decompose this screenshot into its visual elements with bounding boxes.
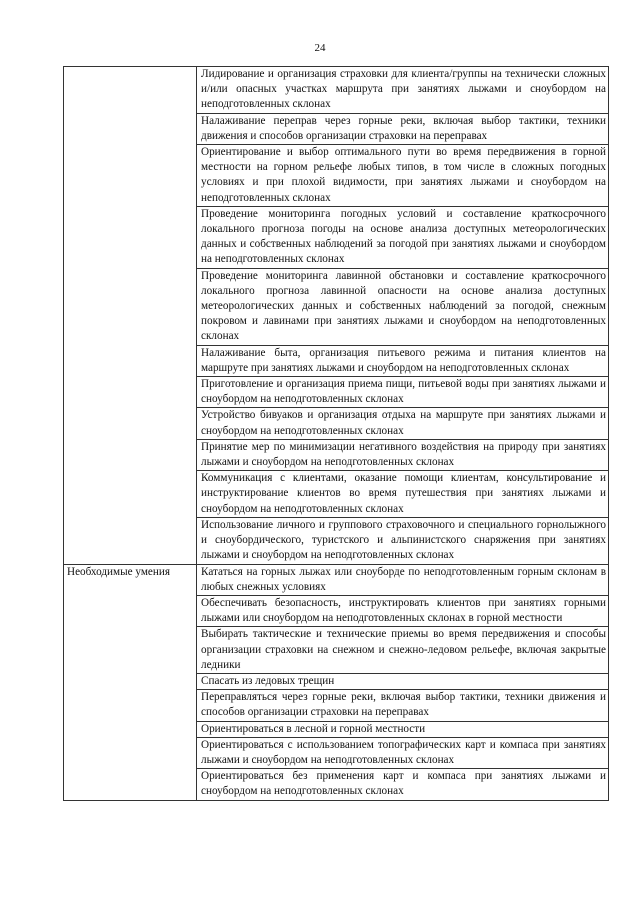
table-cell: Проведение мониторинга лавинной обстановки и составление краткосрочного локального прогноза лавинной опасности на основе анализа доступных метеорологических данных и собственных наблюдений за погодой, снежным покровом и лавинами при занятиях лыжами и сноубордом на неподготовленных склонах [197,268,609,345]
table-row [64,67,609,114]
table-cell: Ориентироваться без применения карт и компаса при занятиях лыжами и сноубордом на неподготовленных склонах [197,769,609,800]
table-cell: Кататься на горных лыжах или сноуборде по неподготовленным горным склонам в любых снежных условиях [197,564,609,595]
table-cell: Обеспечивать безопасность, инструктировать клиентов при занятиях горными лыжами или сноубордом на неподготовленных склонах в горной местности [197,595,609,626]
requirements-table [63,66,609,801]
section-label [64,67,197,565]
table-cell: Налаживание быта, организация питьевого режима и питания клиентов на маршруте при занятиях лыжами и сноубордом на неподготовленных склонах [197,345,609,376]
table-cell: Коммуникация с клиентами, оказание помощи клиентам, консультирование и инструктирование клиентов во время путешествия при занятиях лыжами и сноубордом на неподготовленных склонах [197,471,609,518]
table-cell: Устройство бивуаков и организация отдыха на маршруте при занятиях лыжами и сноубордом на неподготовленных склонах [197,408,609,439]
table-body [64,67,609,801]
table-row [64,564,609,595]
table-cell: Ориентироваться в лесной и горной местности [197,721,609,737]
table-cell: Приготовление и организация приема пищи, питьевой воды при занятиях лыжами и сноубордом на неподготовленных склонах [197,377,609,408]
table-cell: Проведение мониторинга погодных условий и составление краткосрочного локального прогноза погоды на основе анализа доступных метеорологических данных и собственных наблюдений за погодой при занятиях лыжами и сноубордом на неподготовленных склонах [197,206,609,268]
table-cell: Переправляться через горные реки, включая выбор тактики, техники движения и способов организации страховки на переправах [197,690,609,721]
table-cell: Ориентироваться с использованием топографических карт и компаса при занятиях лыжами и сноубордом на неподготовленных склонах [197,737,609,768]
table-cell: Ориентирование и выбор оптимального пути во время передвижения в горной местности на горном рельефе любых типов, в том числе в сложных погодных условиях и при плохой видимости, при занятиях лыжами и сноубордом на неподготовленных склонах [197,145,609,207]
table-cell: Использование личного и группового страховочного и специального горнолыжного и сноубордического, туристского и альпинистского снаряжения при занятиях лыжами и сноубордом на неподготовленных склонах [197,517,609,564]
page-number: 24 [314,42,326,54]
table-cell: Лидирование и организация страховки для клиента/группы на технически сложных и/или опасных участках маршрута при занятиях лыжами и сноубордом на неподготовленных склонах [197,67,609,114]
table-cell: Принятие мер по минимизации негативного воздействия на природу при занятиях лыжами и сноубордом на неподготовленных склонах [197,439,609,470]
table-cell: Выбирать тактические и технические приемы во время передвижения и способы организации страховки на снежном и снежно-ледовом рельефе, включая закрытые ледники [197,627,609,674]
table-cell: Спасать из ледовых трещин [197,673,609,689]
table-cell: Налаживание переправ через горные реки, включая выбор тактики, техники движения и способов организации страховки на переправах [197,113,609,144]
section-label: Необходимые умения [64,564,197,800]
